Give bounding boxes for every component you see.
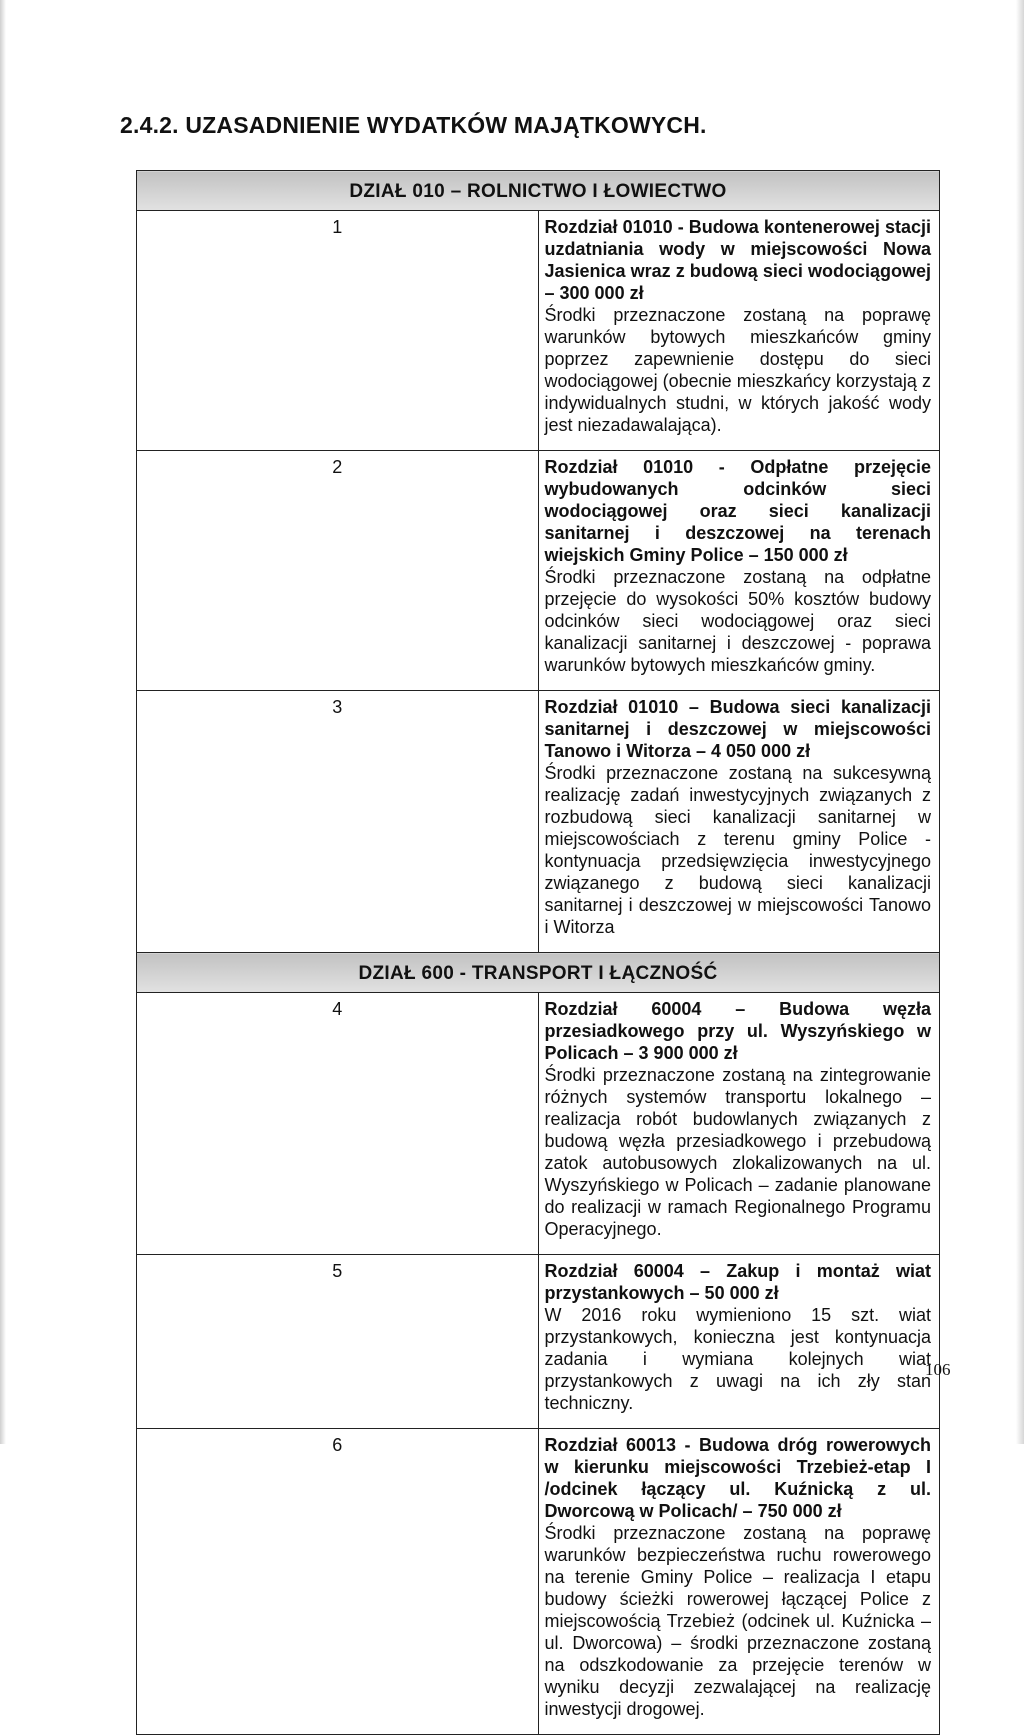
table-row	[137, 993, 940, 1255]
page-number: 106	[925, 1360, 951, 1379]
section-title: DZIAŁ 600 - TRANSPORT I ŁĄCZNOŚĆ	[358, 963, 718, 984]
table-row	[137, 1429, 940, 1735]
item-title: Rozdział 01010 - Odpłatne przejęcie wybudowanych odcinków sieci wodociągowej oraz sieci kanalizacji sanitarnej i deszczowej na terenach wiejskich Gminy Police – 150 000 zł	[544, 457, 931, 565]
item-title: Rozdział 60004 – Budowa węzła przesiadkowego przy ul. Wyszyńskiego w Policach – 3 900 000 zł	[544, 999, 931, 1063]
section-header-dzial-010	[137, 171, 940, 211]
item-title: Rozdział 01010 - Budowa kontenerowej stacji uzdatniania wody w miejscowości Nowa Jasienica wraz z budową sieci wodociągowej – 300 000 zł	[544, 217, 931, 303]
item-description: Środki przeznaczone zostaną na sukcesywną realizację zadań inwestycyjnych związanych z rozbudową sieci kanalizacji sanitarnej w miejscowościach z terenu gminy Police - kontynuacja przedsięwzięcia inwestycyjnego związanego z budową sieci kanalizacji sanitarnej i deszczowej w miejscowości Tanowo i Witorza	[544, 763, 931, 937]
item-description: Środki przeznaczone zostaną na zintegrowanie różnych systemów transportu lokalnego – realizacja robót budowlanych związanych z budową węzła przesiadkowego i przebudową zatok autobusowych zlokalizowanych na ul. Wyszyńskiego w Policach – zadanie planowane do realizacji w ramach Regionalnego Programu Operacyjnego.	[544, 1065, 931, 1239]
item-description: Środki przeznaczone zostaną na poprawę warunków bytowych mieszkańców gminy poprzez zapewnienie dostępu do sieci wodociągowej (obecnie mieszkańcy korzystają z indywidualnych studni, w których jakość wody jest niezadawalająca).	[544, 305, 931, 435]
item-number: 4	[137, 993, 539, 1255]
item-description: W 2016 roku wymieniono 15 szt. wiat przystankowych, konieczna jest kontynuacja zadania i wymiana kolejnych wiat przystankowych z uwagi na ich zły stan techniczny.	[544, 1305, 931, 1413]
item-description: Środki przeznaczone zostaną na odpłatne przejęcie do wysokości 50% kosztów budowy odcinków sieci wodociągowej oraz sieci kanalizacji sanitarnej i deszczowej - poprawa warunków bytowych mieszkańców gminy.	[544, 567, 931, 675]
section-title: DZIAŁ 010 – ROLNICTWO I ŁOWIECTWO	[349, 181, 727, 202]
scan-edge-left	[0, 0, 6, 1444]
item-content	[538, 691, 940, 953]
item-number: 2	[137, 451, 539, 691]
table-row	[137, 451, 940, 691]
page-heading: 2.4.2. UZASADNIENIE WYDATKÓW MAJĄTKOWYCH.	[120, 112, 707, 138]
item-number: 1	[137, 211, 539, 451]
item-content	[538, 211, 940, 451]
item-content	[538, 993, 940, 1255]
item-number: 5	[137, 1255, 539, 1429]
item-number: 6	[137, 1429, 539, 1735]
item-title: Rozdział 01010 – Budowa sieci kanalizacji sanitarnej i deszczowej w miejscowości Tanowo i Witorza – 4 050 000 zł	[544, 697, 931, 761]
item-content	[538, 1429, 940, 1735]
item-title: Rozdział 60013 - Budowa dróg rowerowych w kierunku miejscowości Trzebież-etap I /odcinek łączący ul. Kuźnicką z ul. Dworcową w Policach/ – 750 000 zł	[544, 1435, 931, 1521]
scan-edge-right	[1016, 0, 1024, 1444]
table-row	[137, 1255, 940, 1429]
item-content	[538, 451, 940, 691]
table-row	[137, 691, 940, 953]
item-number: 3	[137, 691, 539, 953]
table-row	[137, 211, 940, 451]
item-content	[538, 1255, 940, 1429]
item-description: Środki przeznaczone zostaną na poprawę warunków bezpieczeństwa ruchu rowerowego na terenie Gminy Police – realizacja I etapu budowy ścieżki rowerowej łączącej Police z miejscowością Trzebież (odcinek ul. Kuźnicka – ul. Dworcowa) – środki przeznaczone zostaną na odszkodowanie za przejęcie terenów w wyniku decyzji zezwalającej na realizację inwestycji drogowej.	[544, 1523, 931, 1719]
section-header-dzial-600	[137, 953, 940, 993]
expenditure-table	[136, 170, 940, 1735]
item-title: Rozdział 60004 – Zakup i montaż wiat przystankowych – 50 000 zł	[544, 1261, 931, 1303]
